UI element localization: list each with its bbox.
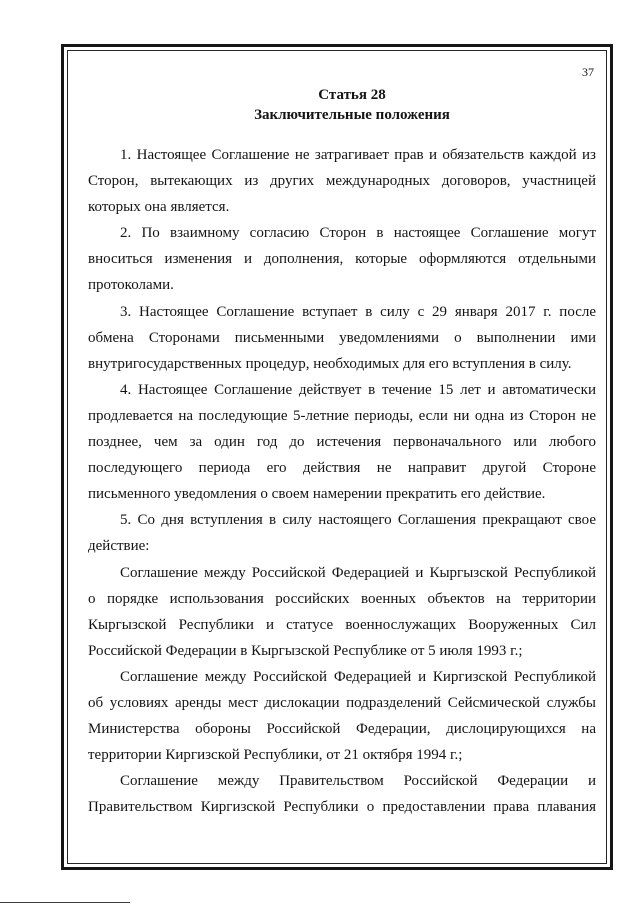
- paragraph-5: [88, 507, 596, 559]
- text-line: действие:: [88, 538, 150, 555]
- text-line: 4. Настоящее Соглашение действует в течение 15 лет и автоматически: [120, 381, 596, 398]
- footer-rule: [0, 902, 130, 903]
- article-heading: [100, 85, 604, 125]
- text-line: внутригосударственных процедур, необходимых для его вступления в силу.: [88, 355, 572, 372]
- text-line: территории Киргизской Республики, от 21 октября 1994 г.;: [88, 747, 463, 764]
- paragraph-7: [88, 664, 596, 768]
- text-line: которых она является.: [88, 199, 230, 216]
- paragraph-2: [88, 220, 596, 298]
- text-line: продлевается на последующие 5-летние периоды, если ни одна из Сторон не: [88, 407, 596, 424]
- text-line: Правительством Киргизской Республики о предоставлении права плавания: [88, 799, 596, 816]
- text-line: о порядке использования российских военных объектов на территории: [88, 590, 596, 607]
- text-line: вноситься изменения и дополнения, которые оформляются отдельными: [88, 251, 596, 268]
- text-line: 1. Настоящее Соглашение не затрагивает прав и обязательств каждой из: [120, 147, 596, 163]
- text-line: Соглашение между Правительством Российской Федерации и: [120, 773, 596, 790]
- text-line: Соглашение между Российской Федерацией и Кыргызской Республикой: [120, 564, 596, 581]
- paragraph-4: [88, 377, 596, 507]
- text-line: письменного уведомления о своем намерении прекратить его действие.: [88, 486, 546, 503]
- paragraph-3: [88, 299, 596, 377]
- text-line: последующего периода его действия не направит другой Стороне: [88, 460, 596, 477]
- article-subtitle: Заключительные положения: [254, 107, 450, 123]
- text-line: Соглашение между Российской Федерацией и Киргизской Республикой: [120, 668, 596, 685]
- article-title: Статья 28: [318, 87, 386, 103]
- text-line: 5. Со дня вступления в силу настоящего Соглашения прекращают свое: [120, 512, 596, 529]
- page-number: 37: [582, 65, 594, 79]
- text-line: Российской Федерации в Кыргызской Республике от 5 июля 1993 г.;: [88, 642, 523, 659]
- text-line: Министерства обороны Российской Федерации, дислоцирующихся на: [88, 721, 596, 738]
- text-line: об условиях аренды мест дислокации подразделений Сейсмической службы: [88, 694, 596, 711]
- text-line: 2. По взаимному согласию Сторон в настоящее Соглашение могут: [120, 225, 596, 242]
- text-line: 3. Настоящее Соглашение вступает в силу с 29 января 2017 г. после: [120, 303, 596, 320]
- text-line: обмена Сторонами письменными уведомлениями о выполнении ими: [88, 329, 596, 346]
- paragraph-1: [88, 142, 596, 220]
- paragraph-6: [88, 560, 596, 664]
- article-body: [88, 142, 596, 820]
- text-line: протоколами.: [88, 277, 174, 294]
- paragraph-8: [88, 768, 596, 820]
- text-line: Кыргызской Республики и статусе военнослужащих Вооруженных Сил: [88, 616, 596, 633]
- text-line: Сторон, вытекающих из других международных договоров, участницей: [88, 173, 596, 190]
- text-line: позднее, чем за один год до истечения первоначального или любого: [88, 434, 596, 451]
